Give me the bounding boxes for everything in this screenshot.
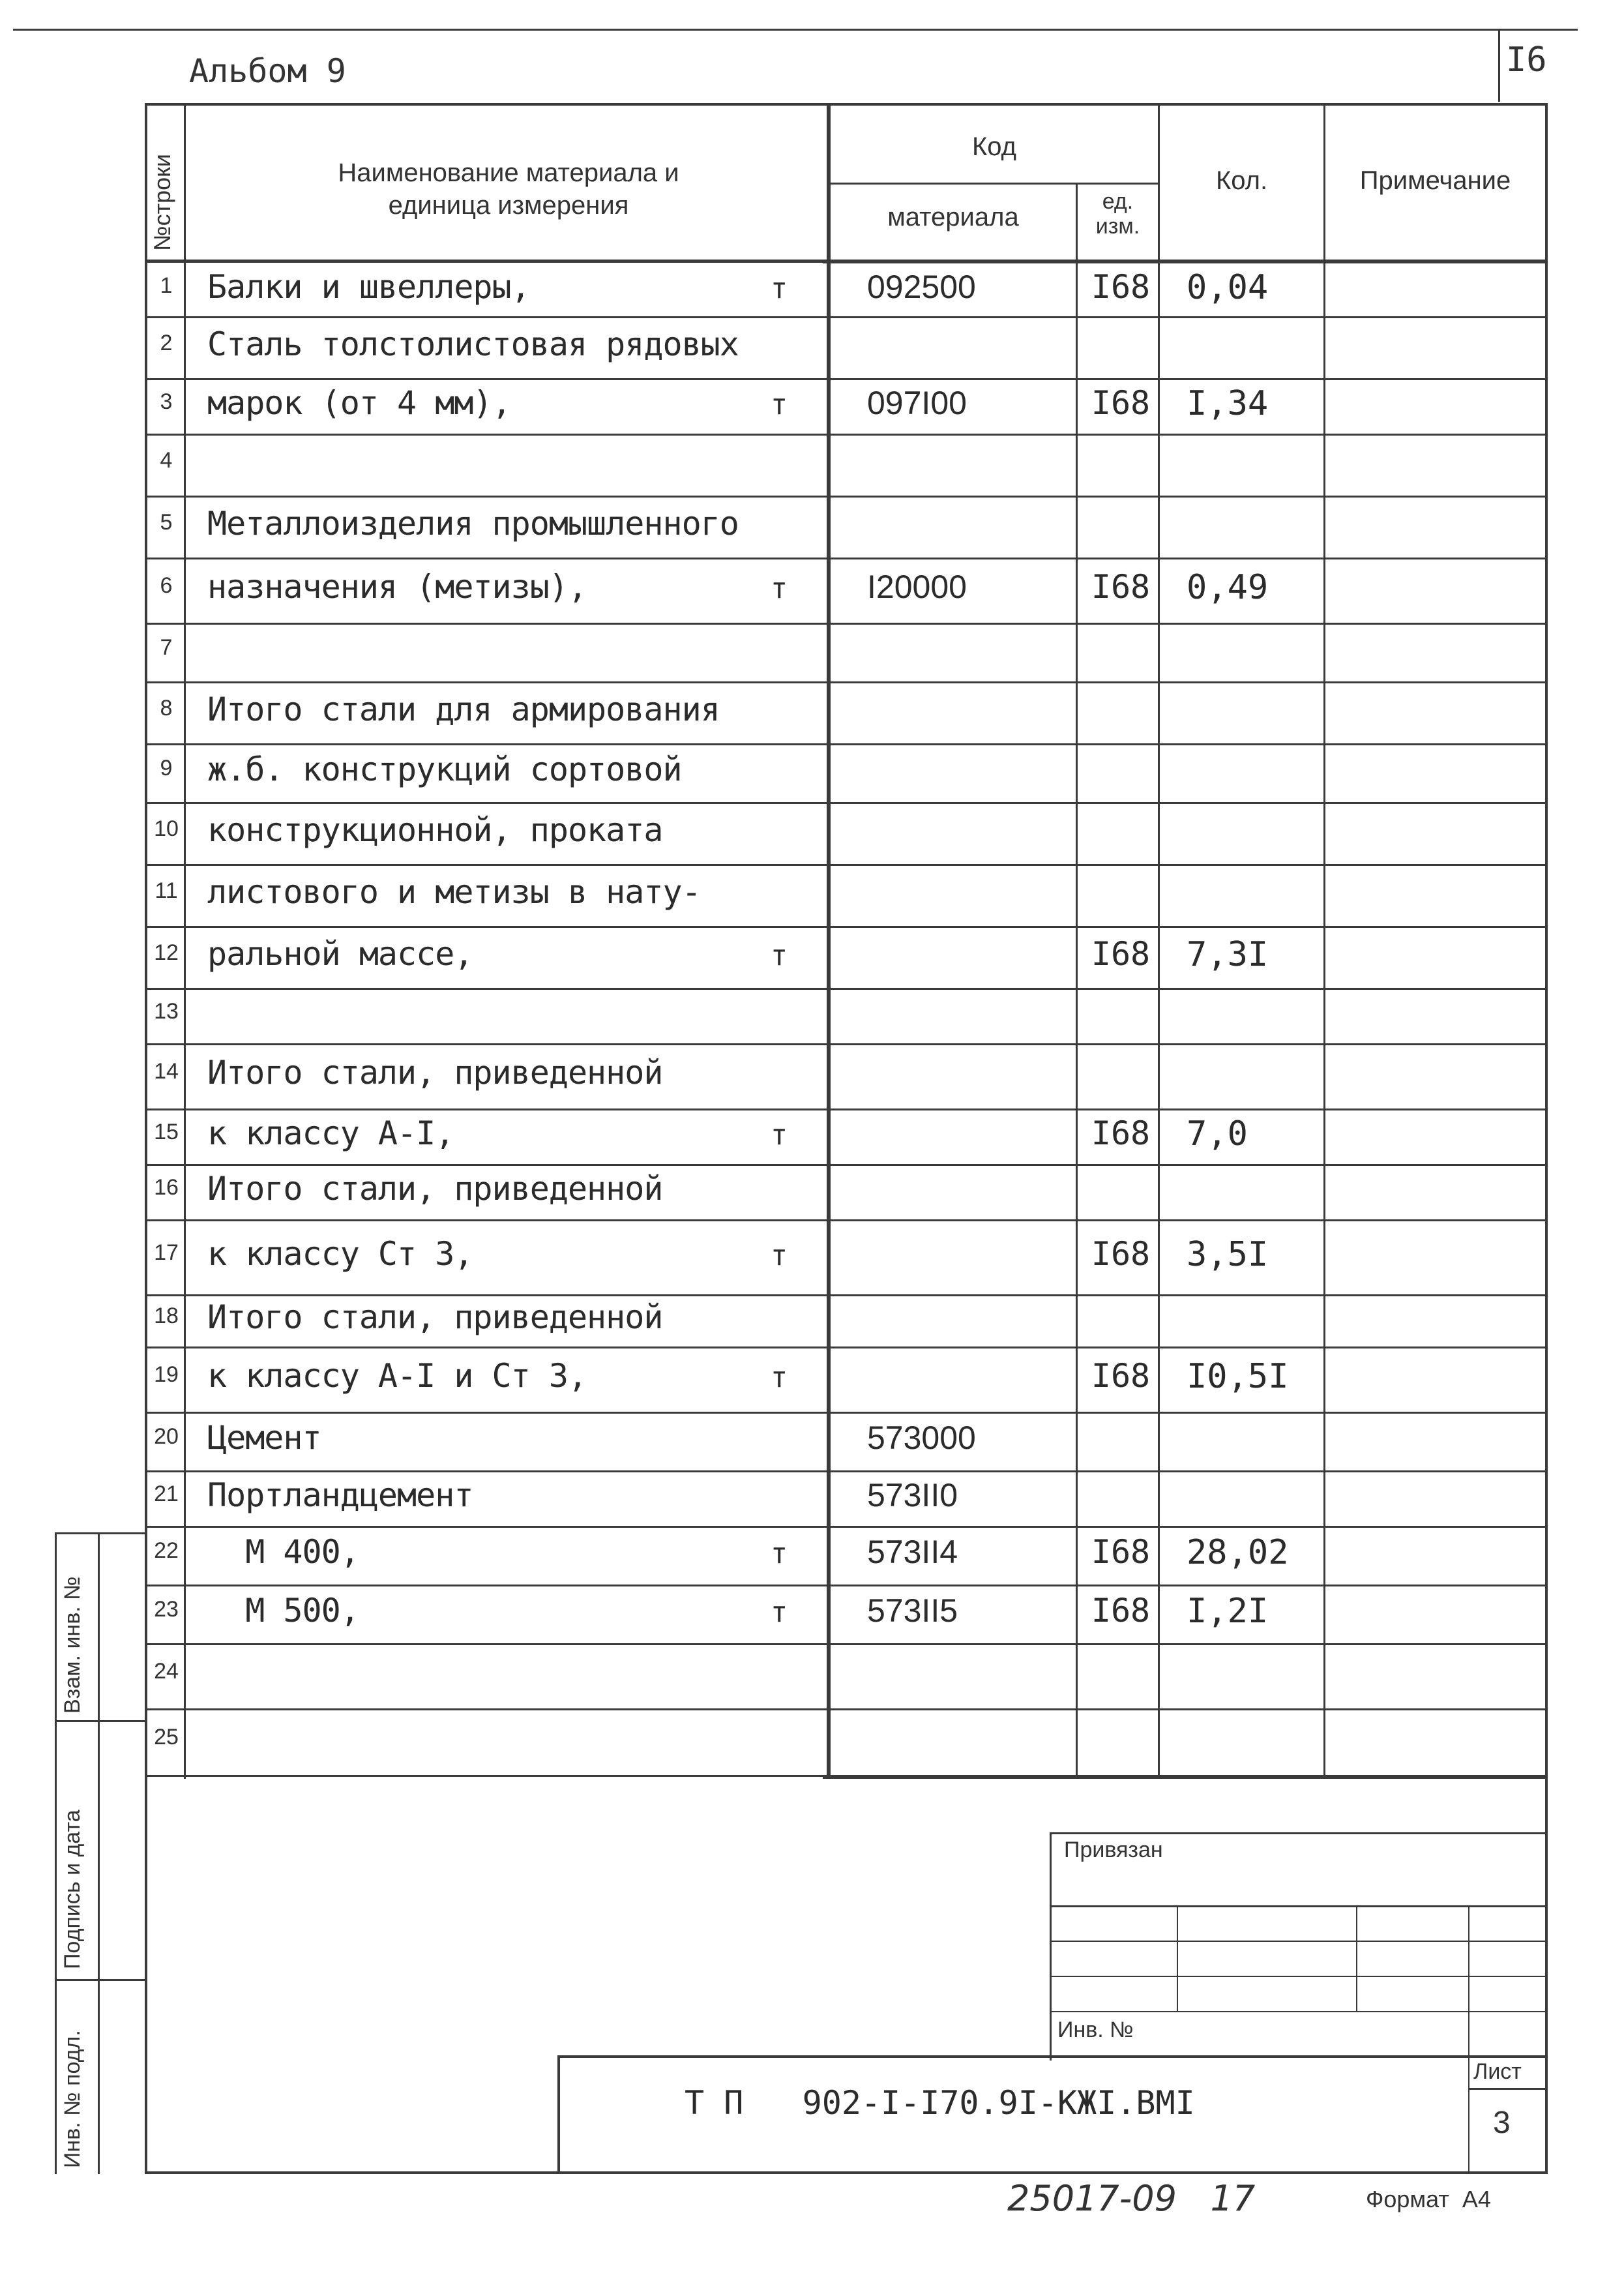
row-quantity: I,34 (1187, 383, 1269, 423)
row-name: М 500, (207, 1592, 359, 1630)
side-field-sep2 (55, 1979, 146, 1981)
format-label: Формат А4 (1366, 2186, 1491, 2212)
row-name: ральной массе, (207, 934, 473, 973)
album-title: Альбом 9 (189, 52, 346, 90)
row-number: 12 (154, 940, 179, 965)
row-number: 15 (154, 1119, 179, 1144)
col-sep-material (1076, 183, 1078, 1779)
code-subheader-rule (827, 183, 1159, 185)
side-label-podpis: Подпись и дата (60, 1809, 85, 1969)
row-unit: т (770, 1361, 788, 1394)
row-number: 22 (154, 1538, 179, 1563)
row-unit: т (770, 938, 788, 972)
row-rule (145, 496, 1545, 498)
row-unit-code: I68 (1091, 1533, 1151, 1571)
row-name: М 400, (207, 1533, 359, 1571)
side-field-sep1 (55, 1720, 146, 1722)
row-rule (145, 864, 1545, 866)
row-name: конструкционной, проката (207, 811, 663, 849)
row-material-code: 573000 (867, 1420, 976, 1456)
row-unit-code: I68 (1091, 383, 1151, 422)
stamp-col2 (1356, 1905, 1357, 2011)
row-quantity: 28,02 (1187, 1533, 1289, 1572)
row-number: 25 (154, 1725, 179, 1749)
side-field-left (55, 1532, 57, 2174)
row-number: 18 (154, 1303, 179, 1328)
table-bottom-left (145, 1775, 827, 1777)
frame-bottom (145, 2171, 1548, 2174)
row-number: 21 (154, 1481, 179, 1506)
row-rule (145, 1708, 1545, 1710)
row-name: к классу А-I и Ст 3, (207, 1357, 587, 1395)
row-unit: т (770, 271, 788, 305)
row-unit-code: I68 (1091, 934, 1151, 973)
row-rule (145, 1043, 1545, 1045)
row-number: 23 (154, 1597, 179, 1622)
side-label-inv-podl: Инв. № подл. (60, 2030, 85, 2168)
row-number: 1 (160, 273, 173, 298)
stamp-col1 (1177, 1905, 1178, 2011)
row-unit: т (770, 1537, 788, 1570)
row-number: 10 (154, 816, 179, 841)
code-header: Код (971, 132, 1016, 161)
row-name: назначения (метизы), (207, 568, 587, 606)
inv-no-label: Инв. № (1057, 2017, 1134, 2042)
row-rule (145, 434, 1545, 436)
row-unit: т (770, 572, 788, 605)
row-no-header: №строки (149, 153, 175, 251)
row-name: к классу Ст 3, (207, 1234, 473, 1273)
row-quantity: 3,5I (1187, 1234, 1269, 1274)
stamp-row2 (1050, 1941, 1545, 1942)
row-number: 13 (154, 998, 179, 1024)
frame-right (1545, 103, 1548, 2173)
row-rule (145, 743, 1545, 745)
row-unit-code: I68 (1091, 568, 1151, 606)
sheet-label: Лист (1473, 2059, 1522, 2084)
row-name: Балки и швеллеры, (207, 267, 530, 306)
row-rule (145, 926, 1545, 928)
row-number: 20 (154, 1424, 179, 1449)
row-rule (145, 1412, 1545, 1414)
page-number: I6 (1506, 40, 1547, 80)
row-quantity: 0,04 (1187, 267, 1269, 307)
row-quantity: 7,0 (1187, 1114, 1248, 1153)
row-name: ж.б. конструкций сортовой (207, 751, 682, 788)
row-name: Итого стали для армирования (207, 690, 720, 728)
stamp-top (1050, 1832, 1545, 1834)
row-rule (145, 1109, 1545, 1110)
row-rule (145, 988, 1545, 990)
row-number: 5 (160, 509, 173, 535)
designation-top (557, 2055, 1545, 2058)
row-rule (145, 1219, 1545, 1221)
row-unit-code: I68 (1091, 1114, 1151, 1152)
row-rule (145, 1526, 1545, 1528)
row-material-code: I20000 (867, 569, 967, 605)
row-material-code: 573II5 (867, 1592, 958, 1629)
row-number: 11 (155, 878, 178, 903)
row-unit: т (770, 1596, 788, 1629)
page-number-box-left (1498, 29, 1500, 102)
row-name: к классу А-I, (207, 1114, 454, 1152)
frame-top (145, 103, 1548, 106)
row-name: Цемент (207, 1419, 321, 1457)
data-frame-top (823, 260, 1548, 263)
privyazan-label: Привязан (1064, 1838, 1163, 1862)
row-name: Портландцемент (207, 1476, 473, 1514)
row-number: 3 (160, 389, 173, 414)
note-header: Примечание (1359, 166, 1511, 195)
row-quantity: 0,49 (1187, 568, 1269, 607)
row-rule (145, 1643, 1545, 1645)
designation-text: Т П 902-I-I70.9I-КЖI.ВМI (685, 2084, 1195, 2122)
row-rule (145, 802, 1545, 804)
row-rule (145, 1347, 1545, 1348)
side-label-vzam: Взам. инв. № (60, 1576, 85, 1714)
row-unit-code: I68 (1091, 1357, 1151, 1395)
row-unit: т (770, 1118, 788, 1152)
row-name: Итого стали, приведенной (207, 1169, 663, 1208)
row-name: Итого стали, приведенной (207, 1054, 663, 1092)
row-number: 4 (160, 447, 173, 473)
row-quantity: 7,3I (1187, 934, 1269, 974)
row-rule (145, 623, 1545, 625)
row-material-code: 092500 (867, 268, 976, 305)
qty-header: Кол. (1215, 166, 1268, 195)
stamp-col3 (1468, 1905, 1469, 2173)
side-field-inner (98, 1532, 100, 2174)
row-name: Сталь толстолистовая рядовых (207, 325, 739, 363)
top-border (13, 29, 1578, 31)
row-name: Итого стали, приведенной (207, 1298, 663, 1336)
row-unit-code: I68 (1091, 267, 1151, 306)
row-material-code: 573II0 (867, 1476, 958, 1513)
row-unit-code: I68 (1091, 1592, 1151, 1630)
frame-left (145, 103, 147, 2173)
row-number: 8 (160, 695, 173, 721)
row-number: 14 (154, 1059, 179, 1084)
handwritten-number: 25017-09 17 (1007, 2178, 1256, 2219)
row-unit-code: I68 (1091, 1234, 1151, 1273)
row-number: 24 (154, 1659, 179, 1684)
row-name: листового и метизы в нату- (207, 872, 701, 911)
row-number: 6 (160, 573, 173, 598)
stamp-left (1050, 1832, 1052, 2061)
row-number: 17 (154, 1240, 179, 1265)
row-unit: т (770, 1238, 788, 1272)
row-rule (145, 1294, 1545, 1296)
row-name: марок (от 4 мм), (207, 383, 511, 422)
row-unit: т (770, 387, 788, 421)
row-rule (145, 1470, 1545, 1472)
unit-header: ед. изм. (1095, 189, 1140, 239)
row-number: 7 (160, 635, 173, 660)
material-header: материала (887, 203, 1019, 231)
row-rule (145, 558, 1545, 559)
row-rule (145, 316, 1545, 318)
row-number: 19 (154, 1362, 179, 1387)
row-rule (145, 1164, 1545, 1166)
designation-left (557, 2055, 560, 2174)
row-rule (145, 378, 1545, 380)
row-number: 2 (160, 330, 173, 355)
sheet-label-rule (1468, 2088, 1545, 2090)
sheet-number: 3 (1493, 2106, 1511, 2140)
stamp-row4 (1050, 2011, 1545, 2012)
row-name: Металлоизделия промышленного (207, 504, 739, 543)
row-rule (145, 1585, 1545, 1586)
row-quantity: I0,5I (1187, 1357, 1289, 1396)
row-number: 16 (154, 1174, 179, 1200)
stamp-row3 (1050, 1976, 1545, 1977)
row-rule (145, 681, 1545, 683)
row-material-code: 097I00 (867, 384, 967, 421)
data-frame-bottom (823, 1775, 1548, 1779)
row-quantity: I,2I (1187, 1592, 1269, 1631)
row-material-code: 573II4 (867, 1534, 958, 1570)
stamp-row1 (1050, 1905, 1545, 1907)
name-header: Наименование материала и единица измерения (338, 158, 679, 220)
row-number: 9 (160, 756, 173, 781)
side-field-top (55, 1532, 146, 1534)
